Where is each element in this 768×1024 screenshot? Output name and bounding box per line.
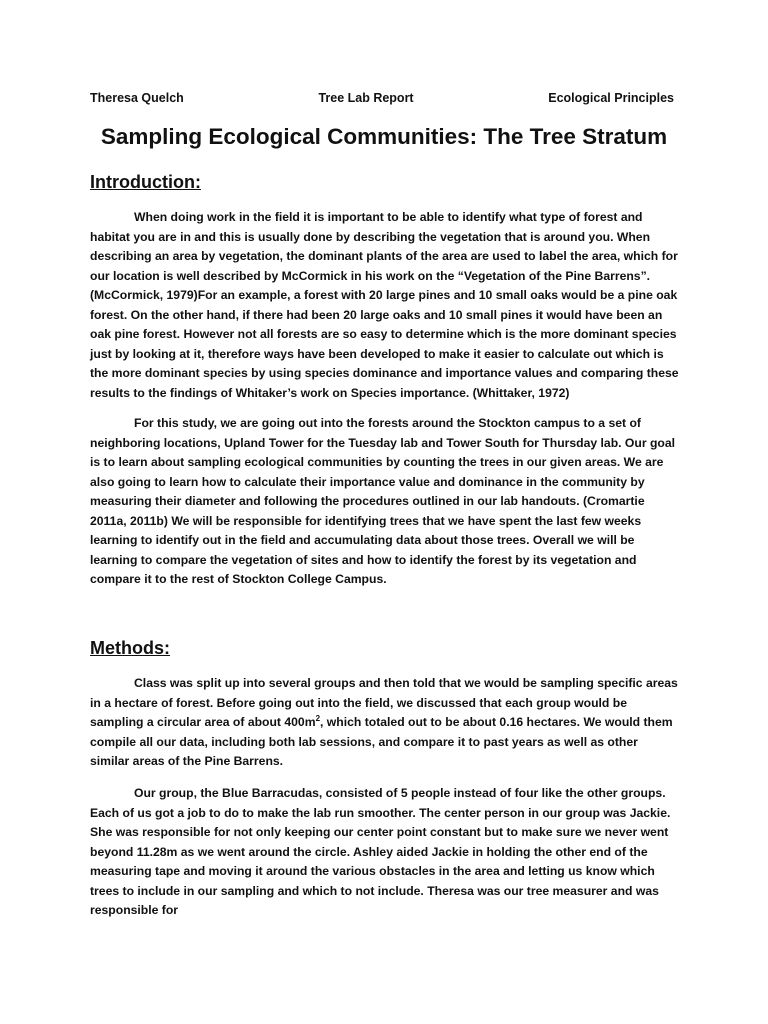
methods-paragraph-1 <box>90 674 680 772</box>
methods-paragraph-1-part2: , which totaled out to be about 0.16 hectares. We would them compile all our data, including both lab sessions, and compare it to past years as well as other similar areas of the Pine Barrens. <box>90 715 673 768</box>
introduction-heading: Introduction: <box>90 172 201 192</box>
introduction-paragraph-2 <box>90 414 680 590</box>
document-title: Sampling Ecological Communities: The Tree Stratum <box>100 124 668 149</box>
report-name: Tree Lab Report <box>318 91 414 105</box>
introduction-paragraph-1 <box>90 208 680 403</box>
methods-paragraph-2-text: Our group, the Blue Barracudas, consisted of 5 people instead of four like the other groups. Each of us got a job to do to make the lab run smoother. The center person in our group was Jackie. She was responsible for not only keeping our center point constant but to make sure we never went beyond 11.28m as we went around the circle. Ashley aided Jackie in holding the other end of the measuring tape and moving it around the various obstacles in the area and letting us know which trees to include in our sampling and which to not include. Theresa was our tree measurer and was responsible for <box>90 786 671 917</box>
methods-paragraph-1-text <box>90 674 680 772</box>
area-unit-superscript: 2 <box>315 713 321 723</box>
page-header <box>90 91 674 105</box>
introduction-paragraph-1-text: When doing work in the field it is important to be able to identify what type of forest and habitat you are in and this is usually done by describing the vegetation that is around you. When describing an area by vegetation, the dominant plants of the area are used to label the area, which for our location is well described by McCormick in his work on the “Vegetation of the Pine Barrens”. (McCormick, 1979)For an example, a forest with 20 large pines and 10 small oaks would be a pine oak forest. On the other hand, if there had been 20 large oaks and 10 small pines it would have been an oak pine forest. However not all forests are so easy to determine which is the more dominant species just by looking at it, therefore ways have been developed to make it easier to calculate out which is the more dominant species by using species dominance and importance values and comparing these results to the findings of Whitaker’s work on Species importance. (Whittaker, 1972) <box>90 210 679 400</box>
course-name: Ecological Principles <box>548 91 674 105</box>
methods-paragraph-2 <box>90 784 680 921</box>
author-name: Theresa Quelch <box>90 91 184 105</box>
methods-heading: Methods: <box>90 638 170 658</box>
introduction-paragraph-2-text: For this study, we are going out into the forests around the Stockton campus to a set of neighboring locations, Upland Tower for the Tuesday lab and Tower South for Thursday lab. Our goal is to learn about sampling ecological communities by counting the trees in our given areas. We are also going to learn how to calculate their importance value and dominance in the community by measuring their diameter and following the procedures outlined in our lab handouts. (Cromartie 2011a, 2011b) We will be responsible for identifying trees that we have spent the last few weeks learning to identify out in the field and accumulating data about those trees. Overall we will be learning to compare the vegetation of sites and how to identify the forest by its vegetation and compare it to the rest of Stockton College Campus. <box>90 416 676 586</box>
methods-paragraph-1-part1: Class was split up into several groups and then told that we would be sampling specific areas in a hectare of forest. Before going out into the field, we discussed that each group would be sampling a circular area of about 400m <box>90 676 678 729</box>
